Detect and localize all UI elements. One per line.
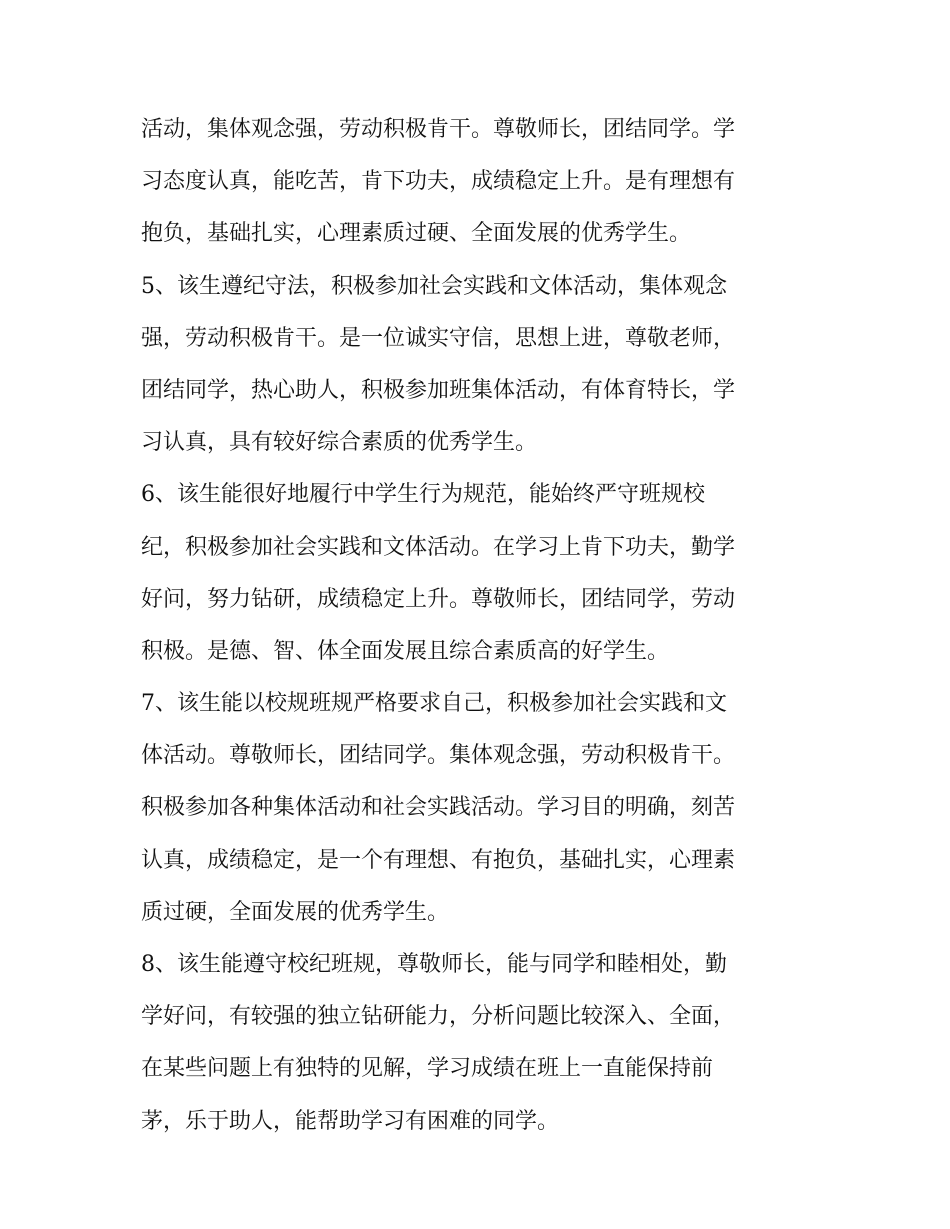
- text-line: 习认真，具有较好综合素质的优秀学生。: [141, 430, 538, 456]
- text-line: 活动，集体观念强，劳动积极肯干。尊敬师长，团结同学。学: [141, 117, 736, 142]
- text-line: 认真，成绩稳定，是一个有理想、有抱负，基础扎实，心理素: [141, 847, 736, 873]
- text-line: 积极参加各种集体活动和社会实践活动。学习目的明确，刻苦: [141, 795, 736, 821]
- text-line: 质过硬，全面发展的优秀学生。: [141, 899, 450, 925]
- text-line: 团结同学，热心助人，积极参加班集体活动，有体育特长，学: [141, 377, 736, 403]
- text-line: 好问，努力钻研，成绩稳定上升。尊敬师长，团结同学，劳动: [141, 586, 736, 612]
- text-line: 在某些问题上有独特的见解，学习成绩在班上一直能保持前: [141, 1056, 714, 1082]
- text-line: 5、该生遵纪守法，积极参加社会实践和文体活动，集体观念: [141, 273, 727, 299]
- text-line: 强，劳动积极肯干。是一位诚实守信，思想上进，尊敬老师，: [141, 325, 736, 351]
- text-line: 7、该生能以校规班规严格要求自己，积极参加社会实践和文: [141, 691, 727, 717]
- text-line: 积极。是德、智、体全面发展且综合素质高的好学生。: [141, 638, 670, 664]
- text-line: 8、该生能遵守校纪班规，尊敬师长，能与同学和睦相处，勤: [141, 952, 727, 977]
- text-line: 茅，乐于助人，能帮助学习有困难的同学。: [141, 1108, 560, 1134]
- text-line: 学好问，有较强的独立钻研能力，分析问题比较深入、全面，: [141, 1004, 736, 1030]
- text-line: 6、该生能很好地履行中学生行为规范，能始终严守班规校: [141, 482, 705, 508]
- document-body: [141, 104, 821, 1148]
- text-line: 抱负，基础扎实，心理素质过硬、全面发展的优秀学生。: [141, 221, 692, 247]
- text-line: 纪，积极参加社会实践和文体活动。在学习上肯下功夫，勤学: [141, 534, 736, 560]
- text-line: 习态度认真，能吃苦，肯下功夫，成绩稳定上升。是有理想有: [141, 169, 736, 195]
- text-line: 体活动。尊敬师长，团结同学。集体观念强，劳动积极肯干。: [141, 743, 736, 769]
